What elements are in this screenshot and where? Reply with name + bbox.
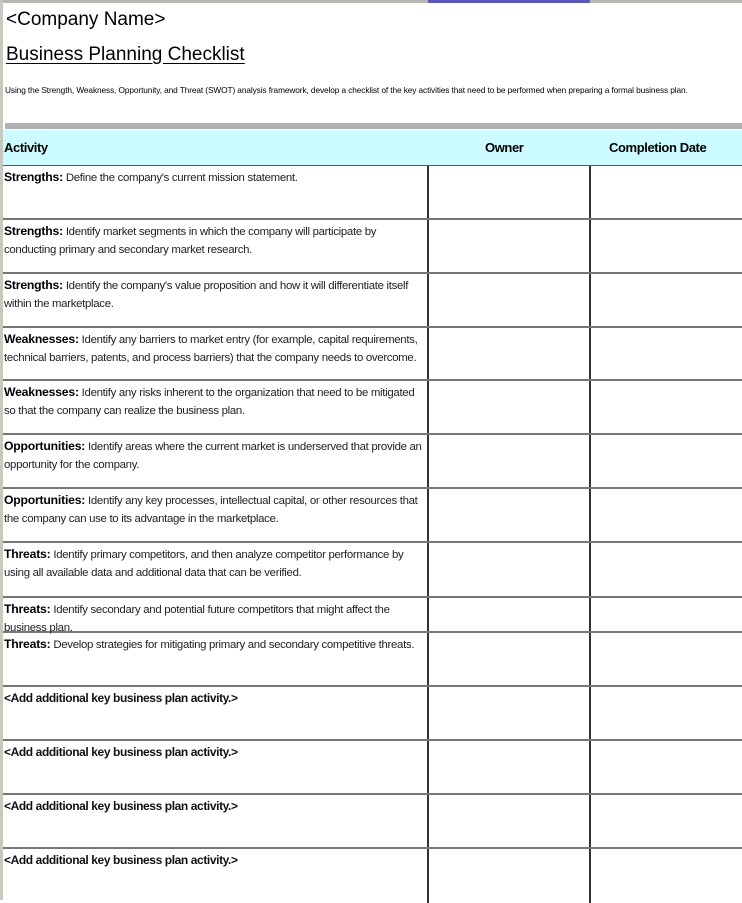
completion-date-cell[interactable] xyxy=(589,849,742,903)
activity-cell[interactable] xyxy=(3,274,427,315)
completion-date-cell[interactable] xyxy=(589,543,742,596)
activity-cell[interactable] xyxy=(3,328,427,369)
owner-cell[interactable] xyxy=(427,741,589,793)
activity-text: Identify primary competitors, and then analyze competitor performance by using all available data and additional data that can be verified. xyxy=(4,549,404,579)
category-label: Opportunities: xyxy=(4,493,86,507)
activity-text: Identify the company's value proposition and how it will differentiate itself within the marketplace. xyxy=(4,280,409,310)
completion-date-cell[interactable] xyxy=(589,435,742,487)
table-row xyxy=(3,633,742,687)
owner-cell[interactable] xyxy=(427,381,589,433)
table-row xyxy=(3,435,742,489)
owner-cell[interactable] xyxy=(427,435,589,487)
completion-date-cell[interactable] xyxy=(589,274,742,326)
owner-cell[interactable] xyxy=(427,849,589,903)
activity-cell[interactable] xyxy=(3,381,427,422)
table-row xyxy=(3,328,742,381)
header-owner: Owner xyxy=(485,140,524,155)
owner-cell[interactable] xyxy=(427,274,589,326)
owner-cell[interactable] xyxy=(427,687,589,739)
add-activity-placeholder: <Add additional key business plan activity.> xyxy=(4,691,238,705)
completion-date-cell[interactable] xyxy=(589,741,742,793)
completion-date-cell[interactable] xyxy=(589,598,742,631)
table-row xyxy=(3,166,742,220)
activity-cell[interactable] xyxy=(3,489,427,530)
table-row xyxy=(3,795,742,849)
activity-text: Identify areas where the current market is underserved that provide an opportunity for the company. xyxy=(4,441,422,471)
activity-cell[interactable] xyxy=(3,687,427,710)
category-label: Threats: xyxy=(4,547,51,561)
activity-cell[interactable] xyxy=(3,741,427,764)
add-activity-placeholder: <Add additional key business plan activity.> xyxy=(4,799,238,813)
table-row xyxy=(3,598,742,633)
activity-cell[interactable] xyxy=(3,166,427,189)
completion-date-cell[interactable] xyxy=(589,220,742,272)
category-label: Threats: xyxy=(4,602,51,616)
completion-date-cell[interactable] xyxy=(589,633,742,685)
activity-text: Define the company's current mission statement. xyxy=(62,172,298,184)
owner-cell[interactable] xyxy=(427,489,589,541)
table-row xyxy=(3,741,742,795)
table-row xyxy=(3,274,742,328)
completion-date-cell[interactable] xyxy=(589,381,742,433)
table-row xyxy=(3,687,742,741)
completion-date-cell[interactable] xyxy=(589,489,742,541)
selected-column-indicator xyxy=(428,0,590,3)
table-header xyxy=(3,130,742,166)
category-label: Weaknesses: xyxy=(4,385,79,399)
header-activity: Activity xyxy=(4,140,48,155)
category-label: Strengths: xyxy=(4,224,63,238)
activity-cell[interactable] xyxy=(3,543,427,584)
category-label: Opportunities: xyxy=(4,439,86,453)
checklist-table xyxy=(3,166,742,903)
owner-cell[interactable] xyxy=(427,598,589,631)
activity-text: Identify market segments in which the company will participate by conducting primary and secondary market research. xyxy=(4,226,377,256)
owner-cell[interactable] xyxy=(427,543,589,596)
owner-cell[interactable] xyxy=(427,795,589,847)
activity-cell[interactable] xyxy=(3,849,427,872)
company-name[interactable]: <Company Name> xyxy=(6,9,166,30)
completion-date-cell[interactable] xyxy=(589,687,742,739)
category-label: Threats: xyxy=(4,637,51,651)
owner-cell[interactable] xyxy=(427,220,589,272)
table-row xyxy=(3,849,742,903)
activity-text: Identify secondary and potential future competitors that might affect the business plan. xyxy=(4,604,390,634)
completion-date-cell[interactable] xyxy=(589,166,742,218)
table-row xyxy=(3,543,742,598)
add-activity-placeholder: <Add additional key business plan activity.> xyxy=(4,853,238,867)
category-label: Strengths: xyxy=(4,278,63,292)
activity-text: Develop strategies for mitigating primary and secondary competitive threats. xyxy=(50,639,415,651)
description: Using the Strength, Weakness, Opportunity, and Threat (SWOT) analysis framework, develop a checklist of the key activities that need to be performed when preparing a formal business plan. xyxy=(5,85,688,95)
activity-text: Identify any key processes, intellectual capital, or other resources that the company can use to its advantage in the marketplace. xyxy=(4,495,418,525)
header-completion-date: Completion Date xyxy=(609,140,707,155)
table-row xyxy=(3,381,742,435)
top-border xyxy=(0,0,742,3)
table-row xyxy=(3,220,742,274)
table-row xyxy=(3,489,742,543)
activity-cell[interactable] xyxy=(3,435,427,476)
completion-date-cell[interactable] xyxy=(589,795,742,847)
category-label: Weaknesses: xyxy=(4,332,79,346)
owner-cell[interactable] xyxy=(427,166,589,218)
activity-text: Identify any risks inherent to the organization that need to be mitigated so that the company can realize the business plan. xyxy=(4,387,415,417)
owner-cell[interactable] xyxy=(427,633,589,685)
activity-cell[interactable] xyxy=(3,220,427,261)
completion-date-cell[interactable] xyxy=(589,328,742,379)
owner-cell[interactable] xyxy=(427,328,589,379)
page-title: Business Planning Checklist xyxy=(6,44,245,65)
activity-text: Identify any barriers to market entry (for example, capital requirements, technical barriers, patents, and process barriers) that the company needs to overcome. xyxy=(4,334,418,364)
category-label: Strengths: xyxy=(4,170,63,184)
activity-cell[interactable] xyxy=(3,795,427,818)
add-activity-placeholder: <Add additional key business plan activity.> xyxy=(4,745,238,759)
divider-bar xyxy=(5,123,742,129)
activity-cell[interactable] xyxy=(3,633,427,656)
